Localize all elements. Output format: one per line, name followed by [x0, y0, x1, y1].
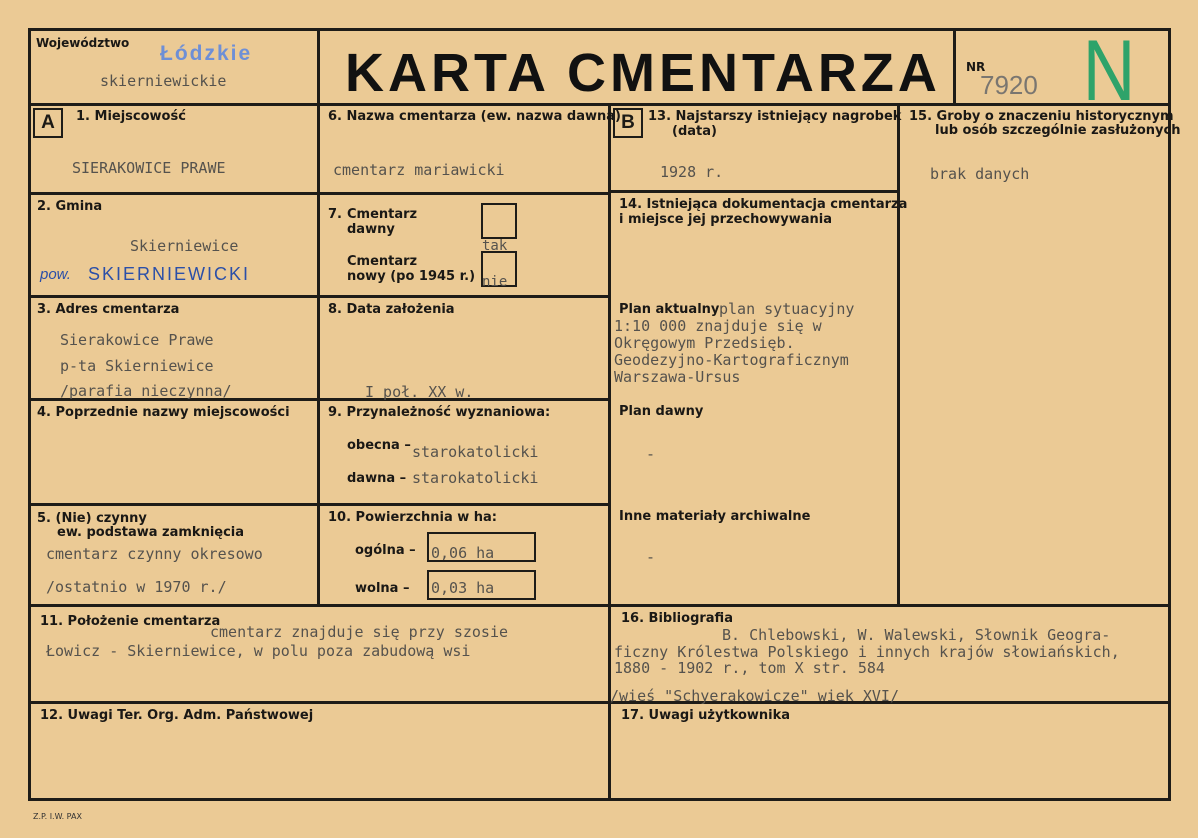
- obecna-value: starokatolicki: [412, 443, 539, 461]
- grid-line: [28, 701, 1171, 704]
- grid-line: [953, 28, 956, 105]
- field-14-label-2: i miejsce jej przechowywania: [619, 212, 833, 227]
- dawny-checkbox[interactable]: [481, 203, 517, 239]
- plan-line-4: Geodezyjno-Kartograficznym: [614, 351, 849, 369]
- field-11-line-2: Łowicz - Skierniewice, w polu poza zabudową wsi: [46, 642, 471, 660]
- inne-value: -: [646, 548, 656, 566]
- field-16-line-1: B. Chlebowski, W. Walewski, Słownik Geogra-: [722, 626, 1111, 644]
- ogolna-label: ogólna –: [355, 543, 416, 558]
- field-12-label: 12. Uwagi Ter. Org. Adm. Państwowej: [40, 708, 314, 723]
- grid-line: [28, 28, 1171, 31]
- field-8-label: 8. Data założenia: [328, 302, 455, 317]
- wojewodztwo-label: Województwo: [36, 36, 130, 50]
- field-17-label: 17. Uwagi użytkownika: [621, 708, 791, 723]
- wojewodztwo-stamp: Łódzkie: [160, 42, 253, 65]
- field-6-value: cmentarz mariawicki: [333, 161, 505, 179]
- section-a-marker: A: [33, 108, 63, 138]
- ogolna-value: 0,06 ha: [431, 544, 495, 562]
- field-16-label: 16. Bibliografia: [621, 611, 733, 626]
- field-4-label: 4. Poprzednie nazwy miejscowości: [37, 405, 290, 420]
- field-2-pow: pow.: [40, 266, 71, 283]
- field-3-label: 3. Adres cmentarza: [37, 302, 180, 317]
- field-3-line-3: /parafia nieczynna/: [60, 382, 232, 400]
- field-14-label-1: 14. Istniejąca dokumentacja cmentarza: [619, 197, 908, 212]
- field-5-label-1: 5. (Nie) czynny: [37, 511, 147, 526]
- grid-line: [28, 798, 1171, 801]
- field-1-label: 1. Miejscowość: [76, 109, 186, 124]
- field-1-value: SIERAKOWICE PRAWE: [72, 159, 226, 177]
- dawna-value: starokatolicki: [412, 469, 539, 487]
- field-15-value: brak danych: [930, 165, 1030, 183]
- field-13-label-1: 13. Najstarszy istniejący nagrobek: [648, 109, 902, 124]
- field-10-label: 10. Powierzchnia w ha:: [328, 510, 498, 525]
- field-5-line-2: /ostatnio w 1970 r./: [46, 578, 227, 596]
- field-9-label: 9. Przynależność wyznaniowa:: [328, 405, 551, 420]
- plan-dawny-label: Plan dawny: [619, 404, 704, 419]
- dawna-label: dawna –: [347, 471, 407, 486]
- plan-line-1: plan sytuacyjny: [719, 300, 855, 318]
- plan-line-5: Warszawa-Ursus: [614, 368, 741, 386]
- field-2-value: Skierniewice: [130, 237, 239, 255]
- inne-label: Inne materiały archiwalne: [619, 509, 811, 524]
- field-2-label: 2. Gmina: [37, 199, 103, 214]
- nr-value: 7920: [980, 70, 1038, 100]
- grid-line: [897, 103, 900, 605]
- wolna-value: 0,03 ha: [431, 579, 495, 597]
- wojewodztwo-value: skierniewickie: [100, 72, 227, 90]
- field-7-nowy-line-2: nowy (po 1945 r.): [347, 269, 476, 284]
- section-b-marker: B: [613, 108, 643, 138]
- field-8-value: I poł. XX w.: [365, 383, 474, 401]
- field-5-label-2: ew. podstawa zamknięcia: [57, 525, 245, 540]
- nie-mark: nie: [482, 274, 508, 290]
- printer-mark: Z.P. I.W. PAX: [33, 812, 82, 821]
- grid-line: [28, 604, 1171, 607]
- field-7-label: 7.: [328, 207, 342, 222]
- tak-mark: tak: [482, 238, 508, 254]
- field-15-label-1: 15. Groby o znaczeniu historycznym: [909, 109, 1174, 124]
- field-16-line-4: /wieś "Schyerakowicze" wiek XVI/: [610, 687, 899, 705]
- plan-dawny-value: -: [646, 445, 656, 463]
- field-2-handwritten: SKIERNIEWICKI: [88, 264, 251, 284]
- field-16-line-2: ficzny Królestwa Polskiego i innych krajów słowiańskich,: [614, 643, 1120, 661]
- plan-line-3: Okręgowym Przedsięb.: [614, 334, 795, 352]
- field-7-dawny-line-1: Cmentarz: [347, 207, 418, 222]
- plan-line-2: 1:10 000 znajduje się w: [614, 317, 822, 335]
- card-title: KARTA CMENTARZA: [345, 43, 941, 103]
- obecna-label: obecna –: [347, 438, 411, 453]
- plan-aktualny-label: Plan aktualny: [619, 302, 720, 317]
- wolna-label: wolna –: [355, 581, 410, 596]
- field-3-line-1: Sierakowice Prawe: [60, 331, 214, 349]
- nr-label: NR: [966, 60, 986, 74]
- field-16-line-3: 1880 - 1902 r., tom X str. 584: [614, 659, 885, 677]
- grid-line: [28, 28, 31, 801]
- field-6-label: 6. Nazwa cmentarza (ew. nazwa dawna): [328, 109, 621, 124]
- field-11-label: 11. Położenie cmentarza: [40, 614, 221, 629]
- field-15-label-2: lub osób szczególnie zasłużonych: [935, 123, 1181, 138]
- grid-line: [608, 190, 898, 193]
- grid-line: [1168, 28, 1171, 801]
- field-11-line-1: cmentarz znajduje się przy szosie: [210, 623, 509, 641]
- field-3-line-2: p-ta Skierniewice: [60, 357, 214, 375]
- field-5-line-1: cmentarz czynny okresowo: [46, 545, 263, 563]
- field-7-nowy-line-1: Cmentarz: [347, 254, 418, 269]
- field-7-dawny-line-2: dawny: [347, 222, 395, 237]
- field-13-value: 1928 r.: [660, 163, 724, 181]
- category-letter: N: [1082, 23, 1136, 119]
- grid-line: [317, 28, 320, 605]
- field-13-label-2: (data): [672, 124, 717, 139]
